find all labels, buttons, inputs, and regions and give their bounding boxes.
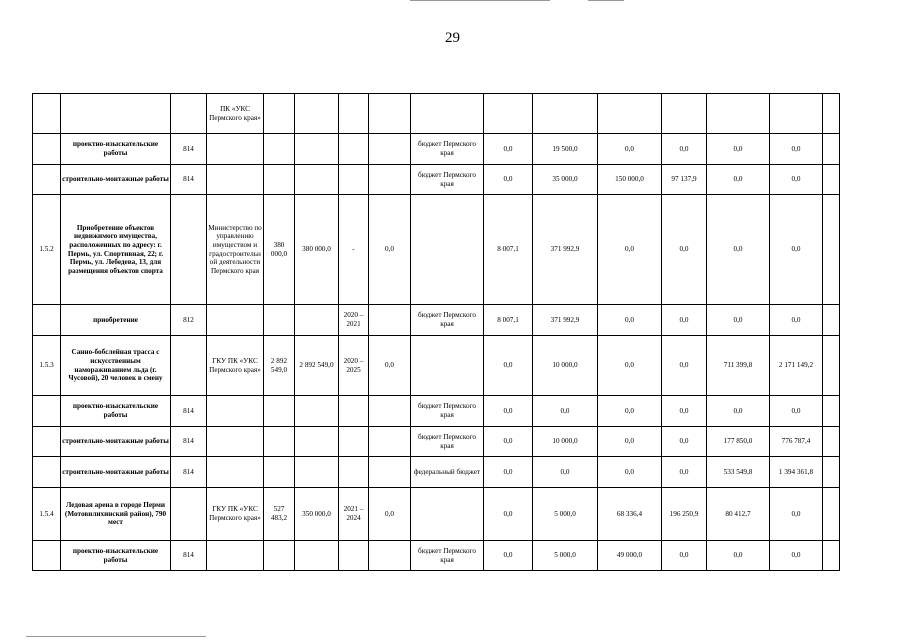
table-cell (369, 427, 411, 457)
bottom-edge-line (26, 636, 206, 637)
table-cell: 0,0 (770, 195, 823, 305)
table-cell: 0,0 (369, 488, 411, 541)
table-cell: бюджет Пермского края (411, 305, 484, 336)
table-cell (33, 165, 61, 195)
table-cell: 0,0 (662, 134, 707, 165)
table-cell (33, 457, 61, 488)
table-cell: 97 137,9 (662, 165, 707, 195)
table-cell: 0,0 (533, 396, 598, 427)
table-cell: 380 000,0 (295, 195, 339, 305)
table-cell: 150 000,0 (598, 165, 662, 195)
table-cell: 0,0 (707, 134, 770, 165)
table-cell: 0,0 (484, 134, 533, 165)
table-cell (207, 134, 264, 165)
table-row (33, 457, 840, 488)
table-cell: 0,0 (484, 396, 533, 427)
table-cell (207, 165, 264, 195)
table-cell: федеральный бюджет (411, 457, 484, 488)
table-row (33, 305, 840, 336)
table-cell (295, 134, 339, 165)
table-cell: 5 000,0 (533, 541, 598, 571)
table-cell (207, 457, 264, 488)
table-cell (823, 457, 840, 488)
table-cell (823, 195, 840, 305)
table-cell: 1.5.4 (33, 488, 61, 541)
table-cell: 350 000,0 (295, 488, 339, 541)
table-cell (823, 427, 840, 457)
table-cell (171, 94, 207, 134)
page-number: 29 (445, 30, 460, 46)
table-cell (33, 94, 61, 134)
table-cell (207, 541, 264, 571)
table-cell: 0,0 (598, 396, 662, 427)
table-cell (295, 305, 339, 336)
budget-table-body (33, 94, 840, 571)
table-row (33, 541, 840, 571)
table-cell (295, 165, 339, 195)
table-cell (207, 427, 264, 457)
table-cell: 2021 – 2024 (339, 488, 369, 541)
table-cell (411, 94, 484, 134)
table-cell (295, 457, 339, 488)
table-cell (823, 336, 840, 396)
table-cell (369, 305, 411, 336)
table-cell (823, 541, 840, 571)
table-cell: 0,0 (369, 195, 411, 305)
table-cell: бюджет Пермского края (411, 541, 484, 571)
table-cell (264, 427, 295, 457)
table-cell (264, 94, 295, 134)
table-cell: 2 892 549,0 (264, 336, 295, 396)
table-row (33, 94, 840, 134)
table-cell (264, 134, 295, 165)
table-cell (484, 94, 533, 134)
table-row (33, 427, 840, 457)
table-cell (33, 541, 61, 571)
table-cell (823, 165, 840, 195)
budget-table (32, 93, 840, 571)
table-cell: 10 000,0 (533, 427, 598, 457)
table-cell: 0,0 (533, 457, 598, 488)
table-cell: 0,0 (707, 195, 770, 305)
table-cell: 2 892 549,0 (295, 336, 339, 396)
table-cell (171, 488, 207, 541)
table-cell (823, 305, 840, 336)
table-cell: бюджет Пермского края (411, 427, 484, 457)
table-cell (33, 305, 61, 336)
table-cell (369, 134, 411, 165)
table-cell: бюджет Пермского края (411, 165, 484, 195)
table-cell: Ледовая арена в городе Перми (Мотовилихинский район), 790 мест (61, 488, 171, 541)
table-cell: 177 850,0 (707, 427, 770, 457)
table-cell: 0,0 (484, 457, 533, 488)
table-cell (707, 94, 770, 134)
table-cell (61, 94, 171, 134)
table-cell (369, 165, 411, 195)
table-cell (33, 134, 61, 165)
table-cell (264, 541, 295, 571)
table-cell: строительно-монтажные работы (61, 457, 171, 488)
table-row (33, 195, 840, 305)
table-cell: 812 (171, 305, 207, 336)
table-cell: 0,0 (707, 396, 770, 427)
table-cell (264, 305, 295, 336)
table-cell (823, 396, 840, 427)
table-cell: 0,0 (662, 336, 707, 396)
table-cell: 0,0 (598, 134, 662, 165)
table-cell: 527 483,2 (264, 488, 295, 541)
table-cell: 1 394 361,8 (770, 457, 823, 488)
table-cell: 0,0 (707, 165, 770, 195)
table-cell (264, 165, 295, 195)
table-row (33, 488, 840, 541)
table-cell: 371 992,9 (533, 305, 598, 336)
table-row (33, 396, 840, 427)
table-cell: 49 000,0 (598, 541, 662, 571)
table-cell: 196 250,9 (662, 488, 707, 541)
table-row (33, 165, 840, 195)
table-cell (533, 94, 598, 134)
table-cell: 0,0 (484, 165, 533, 195)
table-cell: 5 000,0 (533, 488, 598, 541)
table-cell: 1.5.3 (33, 336, 61, 396)
table-row (33, 336, 840, 396)
table-cell (264, 396, 295, 427)
table-cell (339, 165, 369, 195)
table-cell: 0,0 (770, 305, 823, 336)
table-cell: ПК «УКС Пермского края» (207, 94, 264, 134)
table-cell: Санно-бобслейная трасса с искусственным намораживанием льда (г. Чусовой), 20 человек в смену (61, 336, 171, 396)
table-cell: 0,0 (598, 457, 662, 488)
table-cell: 0,0 (484, 427, 533, 457)
table-cell (770, 94, 823, 134)
table-cell: 814 (171, 165, 207, 195)
table-cell: 0,0 (662, 396, 707, 427)
table-cell: 2 171 149,2 (770, 336, 823, 396)
table-cell (823, 94, 840, 134)
table-cell: 0,0 (598, 305, 662, 336)
table-cell (411, 336, 484, 396)
table-cell (339, 396, 369, 427)
table-cell: бюджет Пермского края (411, 396, 484, 427)
table-cell (339, 134, 369, 165)
table-cell: 2020 – 2025 (339, 336, 369, 396)
table-cell: 0,0 (662, 457, 707, 488)
table-cell: 380 000,0 (264, 195, 295, 305)
table-cell: 1.5.2 (33, 195, 61, 305)
table-cell: проектно-изыскательские работы (61, 396, 171, 427)
table-cell (339, 457, 369, 488)
table-row (33, 134, 840, 165)
table-cell: 0,0 (369, 336, 411, 396)
table-cell (598, 94, 662, 134)
table-cell: приобретение (61, 305, 171, 336)
table-cell: 814 (171, 541, 207, 571)
table-cell: 0,0 (707, 305, 770, 336)
table-cell (823, 134, 840, 165)
table-cell (171, 336, 207, 396)
table-cell: 68 336,4 (598, 488, 662, 541)
table-cell: 814 (171, 396, 207, 427)
table-cell (295, 427, 339, 457)
table-cell: 533 549,8 (707, 457, 770, 488)
table-cell: 8 007,1 (484, 195, 533, 305)
table-cell: проектно-изыскательские работы (61, 541, 171, 571)
table-cell: 0,0 (598, 336, 662, 396)
table-cell: 0,0 (484, 488, 533, 541)
table-cell: 0,0 (770, 134, 823, 165)
table-cell (369, 457, 411, 488)
table-cell (369, 94, 411, 134)
table-cell: 814 (171, 134, 207, 165)
table-cell: 0,0 (662, 305, 707, 336)
table-cell: 80 412,7 (707, 488, 770, 541)
table-cell: 0,0 (484, 336, 533, 396)
table-cell (33, 427, 61, 457)
table-cell: 0,0 (707, 541, 770, 571)
table-cell: 0,0 (598, 195, 662, 305)
table-cell: проектно-изыскательские работы (61, 134, 171, 165)
table-cell (33, 396, 61, 427)
table-cell: 371 992,9 (533, 195, 598, 305)
table-cell (662, 94, 707, 134)
table-cell: 8 007,1 (484, 305, 533, 336)
table-cell: Приобретение объектов недвижимого имущества, расположенных по адресу: г. Пермь, ул. Спортивная, 22; г. Пермь, ул. Лебедева, 13, для размещения объектов спорта (61, 195, 171, 305)
table-cell (411, 195, 484, 305)
table-cell (207, 305, 264, 336)
table-cell (295, 396, 339, 427)
table-cell: 0,0 (662, 427, 707, 457)
table-cell: Министерство по управлению имуществом и градостроительной деятельности Пермского края (207, 195, 264, 305)
table-cell: 0,0 (770, 165, 823, 195)
table-cell: 0,0 (770, 541, 823, 571)
table-cell (369, 541, 411, 571)
table-cell: бюджет Пермского края (411, 134, 484, 165)
table-cell: ГКУ ПК «УКС Пермского края» (207, 488, 264, 541)
table-cell: 35 000,0 (533, 165, 598, 195)
table-cell: 0,0 (598, 427, 662, 457)
table-cell: 0,0 (484, 541, 533, 571)
table-cell: 19 500,0 (533, 134, 598, 165)
table-cell (295, 94, 339, 134)
table-cell: 814 (171, 457, 207, 488)
table-cell (295, 541, 339, 571)
table-cell: 10 000,0 (533, 336, 598, 396)
table-cell: 776 787,4 (770, 427, 823, 457)
top-edge-line-right (588, 0, 624, 1)
table-cell: 711 399,8 (707, 336, 770, 396)
table-cell: строительно-монтажные работы (61, 165, 171, 195)
table-cell (823, 488, 840, 541)
table-cell: - (339, 195, 369, 305)
table-cell (264, 457, 295, 488)
table-cell (207, 396, 264, 427)
table-cell: 0,0 (662, 195, 707, 305)
table-cell (369, 396, 411, 427)
table-cell (411, 488, 484, 541)
table-cell (339, 427, 369, 457)
top-edge-line-left (410, 0, 550, 1)
table-cell: 2020 – 2021 (339, 305, 369, 336)
table-cell (339, 541, 369, 571)
table-cell: 814 (171, 427, 207, 457)
table-cell: 0,0 (770, 488, 823, 541)
table-cell (171, 195, 207, 305)
table-cell: 0,0 (662, 541, 707, 571)
table-cell: 0,0 (770, 396, 823, 427)
table-cell: ГКУ ПК «УКС Пермского края» (207, 336, 264, 396)
table-cell (339, 94, 369, 134)
table-cell: строительно-монтажные работы (61, 427, 171, 457)
